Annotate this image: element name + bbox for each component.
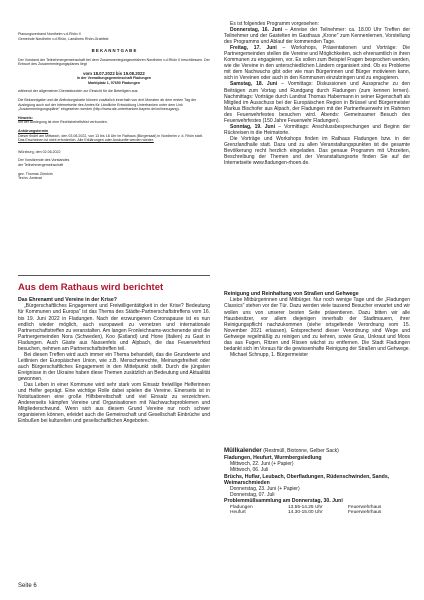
- table-cell: Heufurt: [230, 510, 246, 516]
- cleaning-heading: Reinigung und Reinhaltung von Straßen und Gehwege: [224, 291, 359, 297]
- program-day-text: – Anreise der Teilnehmer: ca. 18.00 Uhr Treffen der Teilnehmer und der Gastelten im Gasthaus „Krone" zum Kennenlernen, Vorstellung des Programms und Ablauf der kommenden Tage.: [224, 27, 410, 46]
- cleaning-signature: Michael Schnupp, 1. Bürgermeister: [230, 351, 309, 358]
- notice-title: B E K A N N T G A B E: [91, 48, 137, 54]
- muellkalender-subtitle: (Restmüll, Biotonne, Gelber Sack): [261, 448, 339, 454]
- notice-place: Marktplatz 1, 97650 Fladungen: [88, 80, 140, 85]
- notice-sign-title: Techn. Amtsrat: [18, 176, 42, 181]
- table-cell: 13.55-14.25 Uhr: [288, 504, 323, 510]
- notice-sign-name: gez. Thomas Zürnkim: [18, 171, 53, 176]
- cleaning-notice: [224, 291, 410, 358]
- program-day-text: – Vormittags: Diskussionen und Aussprache zu den Beiträgen zum Vortag und Rundgang durch Fladungen (zum kennen lernen). Nachmittags: Vorträge durch Landrat Thomas Habermann in seiner Eigenschaft als Mitglied im Ausschuss bei der Europäischen Region in Brüssel und Bürgermeister Markus Bischofer aus Alpach, der Fladungen mit der Partnerfeuerwehr im Rahmen des Feuerwehrfestes besuchen wird. Abends: Gemeinsamer Besuch des Feuerwehrfestes (150 Jahre Feuerwehr Fladungen).: [224, 81, 410, 124]
- muellkalender-title-line: [224, 447, 410, 455]
- article-subheading: Das Ehrenamt und Vereine in der Krise?: [18, 297, 117, 303]
- notice-middle: während der allgemeinen Dienststunden zur Einsicht für die Beteiligten aus.: [18, 89, 139, 94]
- muellkalender-date: Mittwoch, 22. Juni (+ Papier): [230, 461, 294, 468]
- muellkalender-date: Donnerstag, 07. Juli: [230, 492, 275, 499]
- program-day-label: Donnerstag, 16. Juni: [230, 27, 283, 34]
- article-heading: Aus dem Rathaus wird berichtet: [18, 282, 164, 293]
- problemmuell-table: [230, 505, 381, 516]
- notice-para2: Die Bekanntgabe und die Abfindungskarte können zusätzlich innerhalb von drei Monaten ab dem ersten Tag der Auslegung auch auf der Internetseite des Amtes für Ländliche Entwicklung Unterfranken unter dem Link „Zusammenlegungspläne" eingesehen werden (http://www.ale-unterfranken.bayern.de/onlinezugang).: [18, 97, 197, 112]
- program-day-label: Sonntag, 19. Juni: [230, 123, 275, 130]
- article-paragraph: „Bürgerschaftliches Engagement und Freiwilligentätigkeit in der Krise? Bedeutung für Kommunen und Europa" ist das Thema des Städte-Partnerschaftstreffens vom 16. bis 19. Juni 2022 in Fladungen. Nach der erzwungenen Coronapause ist es nun endlich wieder möglich, auch europaweit zu vernetzen und internationale Partnerschaftstreffen zu veranstalten. Am langen Fronleichnams-wochenende sind die Partnergemeinden Nora (Schweden), Koo (Estland) und Hone (Italien) zu Gast in Fladungen. Auch Gäste aus Nassenfels und Alpbach, die das Feuerwehrfest besuchen, nehmen am Partnerschaftstreffen teil.: [18, 303, 210, 352]
- table-cell: 14.30-15.00 Uhr: [288, 510, 323, 516]
- notice-sign-org: der Teilnehmergemeinschaft: [18, 162, 64, 167]
- muellkalender: [224, 447, 410, 516]
- notice-anhoerung-label: Anhörungstermin: [18, 128, 49, 133]
- page-number: Seite 6: [18, 583, 37, 589]
- notice-anhoerung-text: Dieser findet am Mittwoch, den 03.08.2022, von 13 bis 18 Uhr im Rathaus (Bürgersaal) in Nordheim v. d. Rhön statt.: [18, 133, 203, 138]
- program-day-label: Freitag, 17. Juni: [230, 45, 277, 52]
- muellkalender-date: Mittwoch, 06. Juli: [230, 467, 269, 474]
- notice-hinweis-label: Hinweis:: [18, 115, 33, 120]
- notice-anhoerung-text2: Das Erscheinen ist nicht erforderlich. Alle Erklärungen oder Auskunfte werden wieder.: [18, 138, 154, 143]
- program-intro: Es ist folgendes Programm vorgesehen:: [230, 21, 319, 27]
- program-day: [224, 45, 410, 81]
- notice-header-line: Gemeinde Nordheim v.d.Rhön, Landkreis Rhön-Grabfeld: [18, 36, 109, 41]
- notice-sign-org: Der Vorsitzende des Vorstandes: [18, 158, 70, 163]
- notice-place: in der Verwaltungsgemeinschaft Fladungen: [76, 76, 152, 81]
- article-paragraph: Das Leben in einer Kommune wird sehr stark vom Einsatz freiwillige Helferinnen und Helfer geprägt. Eine wichtige Rolle dabei spielen die Vereine. Einerseits ist in Notsituationen eine große Hilfsbereitschaft und viel Einsatz zu verzeichnen. Andererseits kämpfen Vereine und Organisationen mit Nachwuchsproblemen und Mitgliederschwund. Wenn sich aus diesem Grund Vereine nur noch schwer organisieren können, erleidet auch die Gemeinschaft und Gesellschaft Einbrüche und Einbußen bei kulturellen und gesellschaftlichen Angeboten.: [18, 382, 210, 425]
- notice-hinweis-text: Mit der Auslegung ist eine Rechtsbehelfsfrist verbunden.: [18, 120, 108, 125]
- problemmuell-heading: Problemmüllsammlung am Donnerstag, 30. Juni: [224, 498, 343, 505]
- article: [18, 272, 210, 424]
- article-paragraph: Bei diesen Treffen wird auch immer ein Thema behandelt, das die Grundwerte und Leitlinien der Europäischen Union, wie z.B. Menschenrechte, Meinungsfreiheit oder auch Bürgerschaftliches Engagement in den Mittelpunkt stellt. Durch die jüngsten Ereignisse in der Ukraine haben diese Themen zusätzlich an Bedeutung und Aktualität gewonnen.: [18, 351, 210, 382]
- program-day-label: Samstag, 18. Juni: [230, 81, 278, 88]
- notice-dates: vom 18.07.2022 bis 15.08.2022: [83, 70, 145, 76]
- table-cell: Feuerwehrhaus: [348, 504, 382, 510]
- muellkalender-section-heading: Brüchs, Huflar, Leubach, Oberfladungen, Rüdenschwinden, Sands, Weimarschmieden: [224, 473, 390, 486]
- muellkalender-title: Müllkalender: [224, 447, 262, 454]
- notice-header-line: Planungsverband Nordheim v.d.Rhön II: [18, 32, 81, 36]
- program-day: [224, 124, 410, 136]
- notice-sign-place: Würzburg, den 02.06.2022: [18, 149, 61, 154]
- cleaning-text: Liebe Mitbürgerinnen und Mitbürger. Nur noch wenige Tage und die „Fladungen Classics" stehen vor der Tür. Dazu werden viele tausend Besucher erwartet und wir wollen uns von unserer besten Seite präsentieren. Dazu bitten wir alle Hausbesitzer, vor allem diejenigen innerhalb der Stadtmauern, ihrer Reinigungspflicht nachzukommen (siehe ortsgeltende Verordnung vom 15. November 2021 erlassen). Entsprechend dieser Verordnung sind Wege und Gehwege regelmäßig zu reinigen und zu kehren, sowie Gras, Unkraut und Moos das aus Fugen, Ritzen und Rissen wächst zu entfernen. Die Stadt Fladungen bedankt sich im Voraus für die gewissenhafte Reinigung der Straßen und Gehwege.: [224, 297, 410, 352]
- program-day: [224, 81, 410, 123]
- muellkalender-date: Donnerstag, 23. Juni (+ Papier): [230, 486, 300, 493]
- table-row: [230, 510, 381, 516]
- divider: [18, 275, 210, 276]
- table-cell: Fladungen: [230, 504, 253, 510]
- program-day-text: – Workshops, Präsentationen und Vorträge: Die Partnergemeinden stellen die Vereine und Möglichkeiten, sich ehrenamtlich in ihren Kommunen zu engagieren, vor. Es sollen zum Beispiel Fragen besprochen werden, wie die Vereine in den unterschiedlichen Ländern organisiert sind. Ob es Probleme mit dem Nachwuchs gibt oder wie man Bürgerinnen und Bürger motivieren kann, sich in Vereinen oder auch in den Kommunen einzubringen und zu engagieren.: [224, 45, 410, 82]
- official-notice: [18, 32, 210, 181]
- program-day-text: – Vormittags: Anschlussbesprechungen und Beginn der Rückreisen in die Heimatorte.: [224, 123, 410, 136]
- muellkalender-section-heading: Fladungen, Heufurt, Wurmbergsiedlung: [224, 455, 322, 461]
- program-day: [224, 27, 410, 45]
- notice-intro: Der Vorstand der Teilnehmergemeinschaft bei dem Zusammenlegungsverfahren Nordheim v.d.Rhön II beschliessen. Der Entwurf des Zusammenlegungsplanes liegt: [18, 57, 210, 67]
- program: [224, 21, 410, 166]
- table-cell: Feuerwehrhaus: [348, 510, 382, 516]
- program-closing: Die Vorträge und Workshops finden im Rathaus Fladungen bzw. in der Grenzlandhalle statt. Dazu und zu allen Veranstaltungspunkten ist die gesamte Bevölkerung recht herzlich eingeladen. Das genaue Programm mit Uhrzeiten, Beschreibung der Themen und der Veranstaltungsorte finden Sie auf der Internetseite www.fladungen-rhoen.de.: [224, 135, 410, 167]
